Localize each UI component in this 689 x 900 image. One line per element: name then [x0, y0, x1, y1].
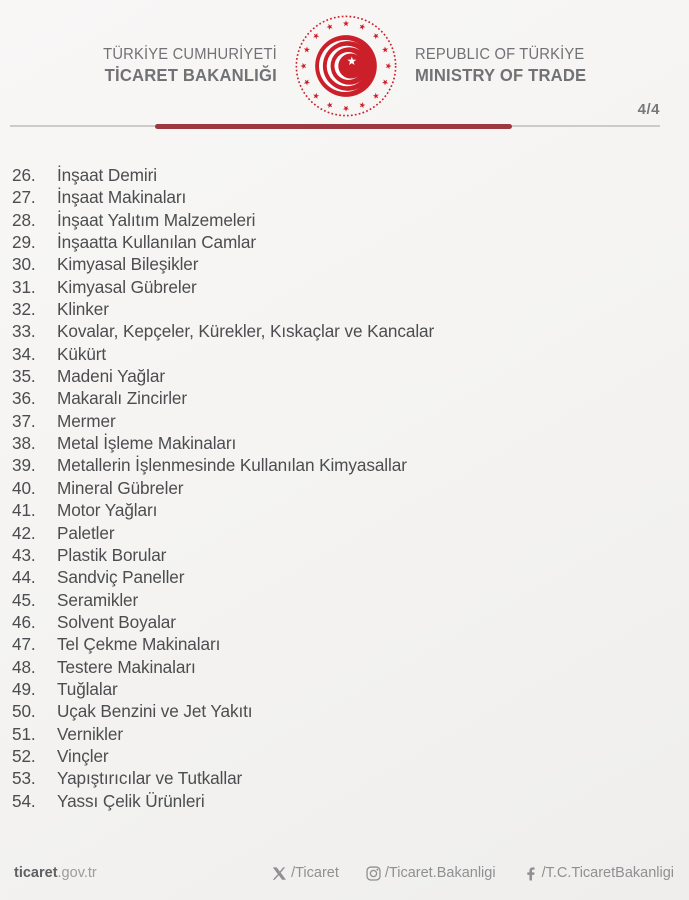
website-rest: .gov.tr: [57, 865, 97, 881]
item-label: Madeni Yağlar: [57, 366, 165, 387]
item-number: 53.: [12, 768, 36, 789]
list-item: [12, 656, 671, 678]
list-item: [12, 499, 671, 521]
item-number: 33.: [12, 321, 36, 342]
list-item: [12, 633, 671, 655]
list-item: [12, 298, 671, 320]
item-number: 36.: [12, 388, 36, 409]
item-label: İnşaat Makinaları: [57, 187, 187, 208]
item-label: Testere Makinaları: [57, 656, 196, 677]
item-label: Mineral Gübreler: [57, 477, 184, 498]
item-label: Seramikler: [57, 589, 139, 610]
instagram-icon: [366, 866, 381, 881]
item-label: Kimyasal Bileşikler: [57, 254, 199, 275]
org-en-line2: MINISTRY OF TRADE: [414, 64, 587, 85]
list-item: [12, 745, 671, 767]
item-number: 48.: [12, 656, 36, 677]
item-label: Mermer: [57, 410, 116, 431]
item-number: 42.: [12, 522, 36, 543]
header: [0, 10, 689, 122]
item-label: Metallerin İşlenmesinde Kullanılan Kimyasallar: [57, 455, 407, 476]
social-link-x[interactable]: [272, 865, 339, 881]
item-label: Makaralı Zincirler: [57, 388, 187, 409]
item-number: 54.: [12, 790, 36, 811]
org-tr-line1: TÜRKİYE CUMHURİYETİ: [103, 46, 277, 64]
item-label: Solvent Boyalar: [57, 611, 176, 632]
org-title-english: [415, 45, 586, 86]
ministry-of-trade-emblem-icon: [293, 13, 399, 119]
item-number: 44.: [12, 567, 36, 588]
item-label: Yassı Çelik Ürünleri: [57, 790, 205, 811]
org-en-line1: REPUBLIC OF TÜRKİYE: [414, 46, 585, 64]
item-number: 40.: [12, 477, 36, 498]
list-item: [12, 209, 671, 231]
item-label: Kimyasal Gübreler: [57, 276, 197, 297]
emblem-crescents-and-star: [315, 35, 377, 97]
item-number: 41.: [12, 500, 36, 521]
item-label: Plastik Borular: [57, 544, 167, 565]
org-title-turkish: [103, 45, 277, 86]
item-label: Metal İşleme Makinaları: [57, 433, 237, 454]
list-item: [12, 723, 671, 745]
org-tr-line2: TİCARET BAKANLIĞI: [104, 64, 277, 85]
item-label: İnşaat Demiri: [57, 165, 157, 185]
item-number: 47.: [12, 634, 36, 655]
item-number: 26.: [12, 165, 36, 185]
item-number: 28.: [12, 209, 36, 230]
item-number: 45.: [12, 589, 36, 610]
list-item: [12, 700, 671, 722]
divider-red-accent: [155, 124, 512, 129]
item-label: Vernikler: [57, 723, 123, 744]
list-item: [12, 678, 671, 700]
item-number: 35.: [12, 366, 36, 387]
list-item: [12, 432, 671, 454]
item-label: Motor Yağları: [57, 500, 158, 521]
list-item: [12, 522, 671, 544]
list-item: [12, 544, 671, 566]
list-item: [12, 231, 671, 253]
item-label: İnşaat Yalıtım Malzemeleri: [57, 209, 256, 230]
item-label: Tel Çekme Makinaları: [57, 634, 221, 655]
social-links: [272, 865, 674, 881]
item-label: Vinçler: [57, 745, 109, 766]
item-number: 31.: [12, 276, 36, 297]
item-number: 27.: [12, 187, 36, 208]
item-number: 52.: [12, 745, 36, 766]
item-number: 51.: [12, 723, 36, 744]
item-label: Tuğlalar: [57, 678, 118, 699]
item-label: Yapıştırıcılar ve Tutkallar: [57, 768, 243, 789]
list-item: [12, 454, 671, 476]
footer: [0, 856, 689, 900]
list-item: [12, 611, 671, 633]
item-label: Klinker: [57, 299, 109, 320]
list-item: [12, 566, 671, 588]
item-number: 39.: [12, 455, 36, 476]
item-label: Kovalar, Kepçeler, Kürekler, Kıskaçlar ve Kancalar: [57, 321, 435, 342]
item-number: 38.: [12, 433, 36, 454]
list-item: [12, 790, 671, 812]
facebook-icon: [523, 866, 538, 881]
list-item: [12, 320, 671, 342]
list-item: [12, 164, 671, 186]
page-indicator: 4/4: [637, 101, 660, 118]
item-label: İnşaatta Kullanılan Camlar: [57, 232, 256, 253]
item-label: Kükürt: [57, 343, 107, 364]
social-handle: /Ticaret: [291, 865, 339, 881]
divider-rule: [10, 123, 660, 129]
item-number: 29.: [12, 232, 36, 253]
list-item: [12, 589, 671, 611]
list-item: [12, 387, 671, 409]
item-number: 43.: [12, 544, 36, 565]
item-number: 46.: [12, 611, 36, 632]
item-number: 32.: [12, 299, 36, 320]
item-number: 49.: [12, 678, 36, 699]
item-number: 37.: [12, 410, 36, 431]
list-item: [12, 477, 671, 499]
item-number: 30.: [12, 254, 36, 275]
list-item: [12, 410, 671, 432]
social-handle: /Ticaret.Bakanligi: [384, 865, 496, 881]
list-item: [12, 276, 671, 298]
product-list: [12, 164, 671, 812]
list-item: [12, 186, 671, 208]
item-label: Paletler: [57, 522, 115, 543]
x-twitter-icon: [272, 866, 287, 881]
list-item: [12, 365, 671, 387]
website-link[interactable]: [14, 865, 97, 881]
website-bold: ticaret: [14, 865, 58, 881]
list-item: [12, 253, 671, 275]
item-label: Uçak Benzini ve Jet Yakıtı: [57, 701, 253, 722]
social-link-instagram[interactable]: [366, 865, 496, 881]
list-item: [12, 767, 671, 789]
list-item: [12, 343, 671, 365]
item-label: Sandviç Paneller: [57, 567, 185, 588]
social-link-facebook[interactable]: [523, 865, 674, 881]
item-number: 50.: [12, 701, 36, 722]
item-number: 34.: [12, 343, 36, 364]
social-handle: /T.C.TicaretBakanligi: [541, 865, 674, 881]
